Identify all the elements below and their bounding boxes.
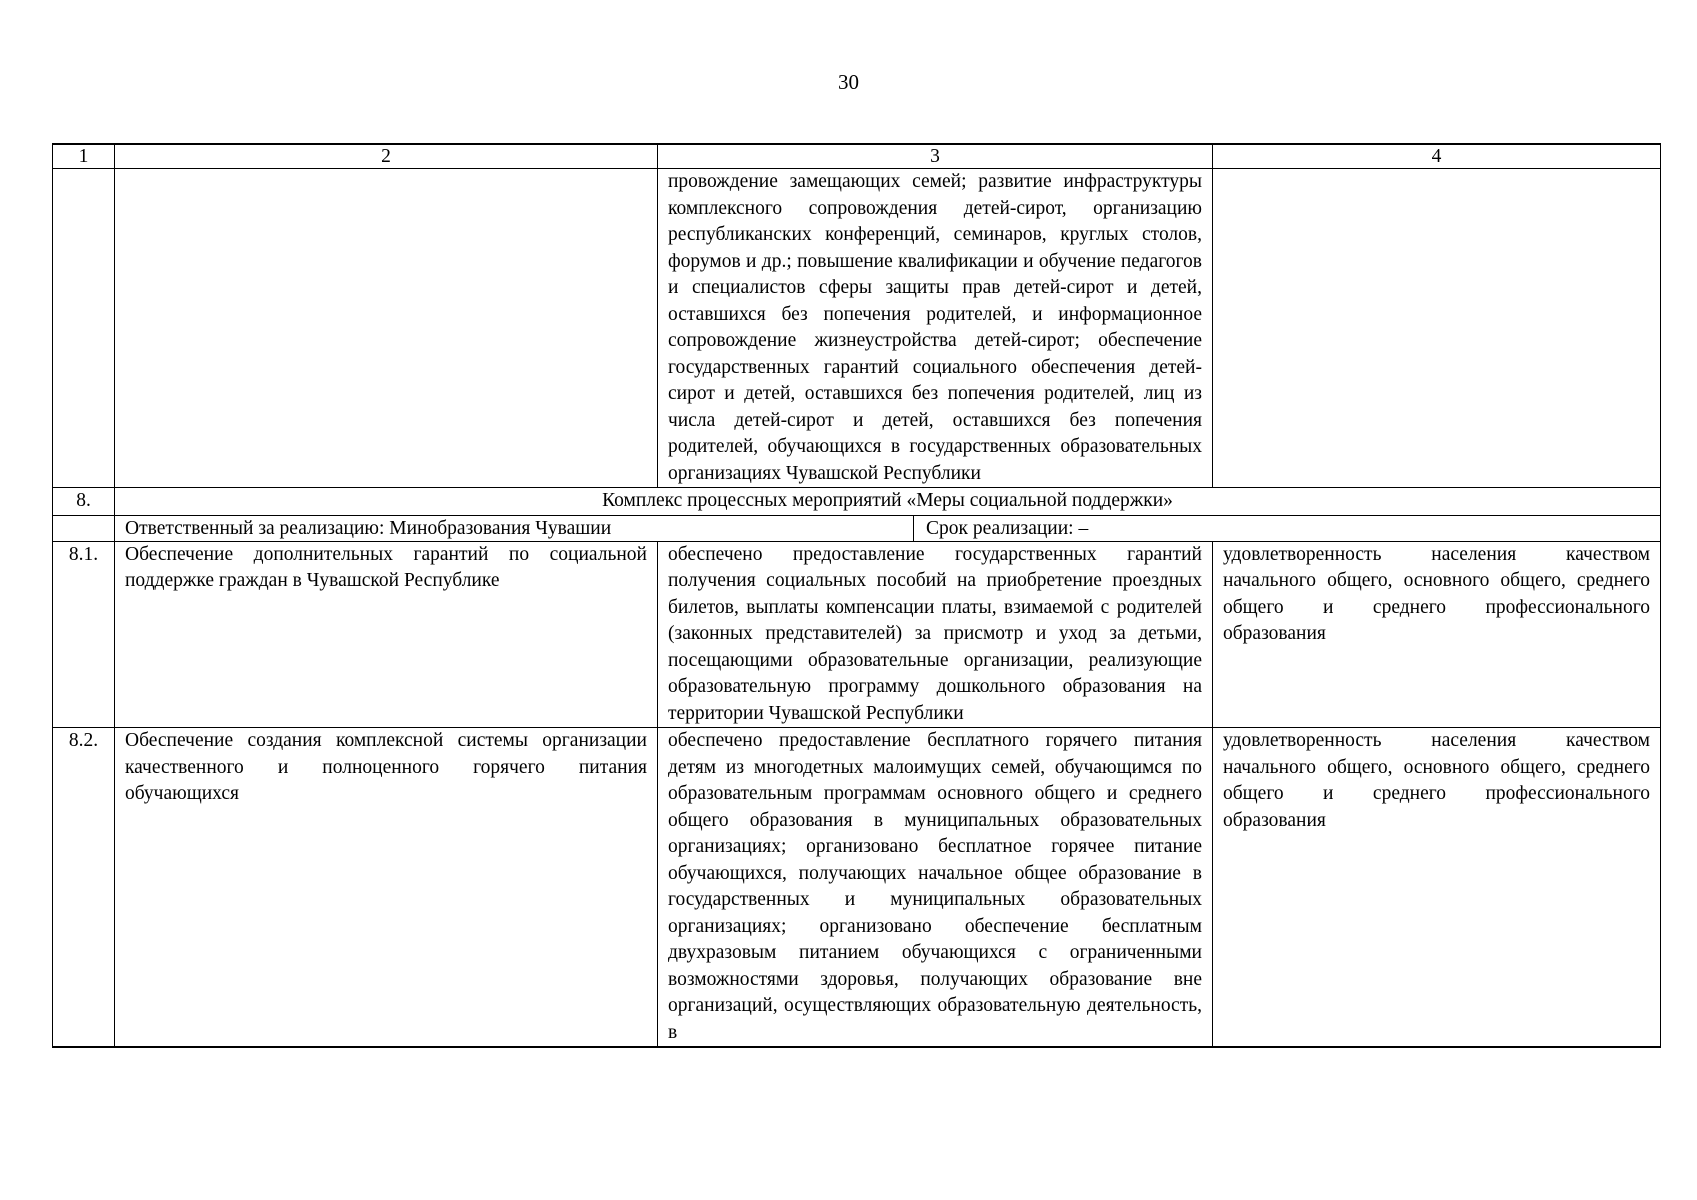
result-cell: провождение замещающих семей; развитие инфраструктуры комплексного сопровождения детей-сирот, организацию республиканских конференций, семинаров, круглых столов, форумов и др.; повышение квалификации и обучение педагогов и специалистов сферы защиты прав детей-сирот и детей, оставшихся без попечения родителей, и информационное сопровождение жизнеустройства детей-сирот; обеспечение государственных гарантий социального обеспечения детей-сирот и детей, оставшихся без попечения родителей, лиц из числа детей-сирот и детей, оставшихся без попечения родителей, обучающихся в государственных образовательных организациях Чувашской Республики (658, 169, 1213, 488)
result-cell: обеспечено предоставление государственных гарантий получения социальных пособий на приобретение проездных билетов, выплаты компенсации платы, взимаемой с родителей (законных представителей) за присмотр и уход за детьми, посещающими образовательные организации, реализующие образовательную программу дошкольного образования на территории Чувашской Республики (658, 541, 1213, 728)
result-cell: обеспечено предоставление бесплатного горячего питания детям из многодетных малоимущих семей, обучающимся по образовательным программам основного общего и среднего общего образования в муниципальных образовательных организациях; организовано бесплатное горячее питание обучающихся, получающих начальное общее образование в государственных и муниципальных образовательных организациях; организовано обеспечение бесплатным двухразовым питанием обучающихся с ограниченными возможностями здоровья, получающих образование вне организаций, осуществляющих образовательную деятельность, в (658, 728, 1213, 1048)
column-number: 3 (658, 144, 1213, 169)
responsible-row (53, 515, 1661, 541)
empty-cell (115, 169, 658, 488)
responsible-text: Ответственный за реализацию: Минобразования Чувашии (125, 516, 914, 541)
term-text: Срок реализации: – (926, 517, 1089, 539)
table-row (53, 541, 1661, 728)
row-number: 8.1. (53, 541, 115, 728)
column-number: 2 (115, 144, 658, 169)
page-number: 30 (838, 70, 859, 94)
program-table (52, 143, 1661, 1048)
column-number-row (53, 144, 1661, 169)
table-row (53, 728, 1661, 1048)
task-cell: Обеспечение дополнительных гарантий по социальной поддержке граждан в Чувашской Республике (115, 541, 658, 728)
indicator-cell: удовлетворенность населения качеством начального общего, основного общего, среднего общего и среднего профессионального образования (1213, 728, 1661, 1048)
indicator-cell: удовлетворенность населения качеством начального общего, основного общего, среднего общего и среднего профессионального образования (1213, 541, 1661, 728)
section-number: 8. (53, 488, 115, 516)
section-title: Комплекс процессных мероприятий «Меры социальной поддержки» (115, 488, 1661, 516)
empty-cell (53, 169, 115, 488)
empty-cell (53, 515, 115, 541)
column-number: 4 (1213, 144, 1661, 169)
continuation-row (53, 169, 1661, 488)
empty-cell (1213, 169, 1661, 488)
responsible-cell (115, 515, 1661, 541)
task-cell: Обеспечение создания комплексной системы организации качественного и полноценного горячего питания обучающихся (115, 728, 658, 1048)
column-number: 1 (53, 144, 115, 169)
row-number: 8.2. (53, 728, 115, 1048)
section-header-row (53, 488, 1661, 516)
